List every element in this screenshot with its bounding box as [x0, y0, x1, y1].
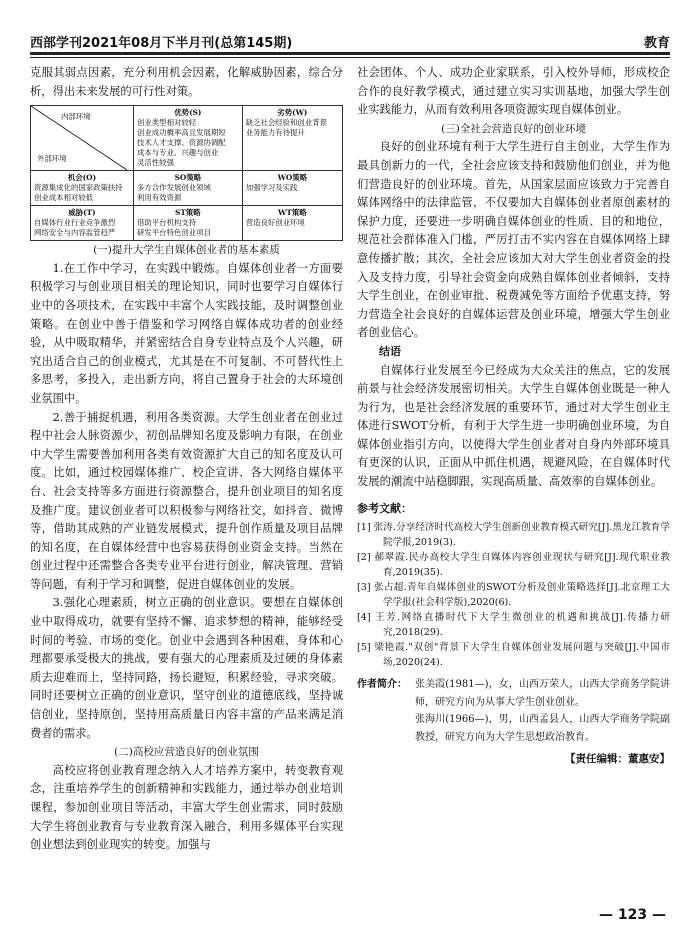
internal-env-label: 内部环境: [61, 112, 91, 122]
st-cell: [134, 206, 243, 241]
paragraph: 高校应将创业教育理念纳入人才培养方案中，转变教育观念，注重培养学生的创新精神和实践能力，通过举办创业培训课程，参加创业项目等活动，丰富大学生创业需求，同时鼓励大学生将创业教育与专业教育深入融合，利用多媒体平台实现创业想法到创业现实的转变。加强与: [30, 763, 343, 852]
page-number: — 123 —: [599, 907, 666, 923]
swot-corner-cell: [31, 106, 134, 171]
opportunity-cell: [31, 171, 134, 206]
opportunity-content: 资源集成化的国家政策扶持 创业成本相对较低: [34, 183, 123, 203]
so-header: SO策略: [174, 173, 202, 183]
paragraph: 社会团体、个人、成功企业家联系，引入校外导师，形成校企合作的良好教学模式，通过建立实习实训基地，加强大学生创业实践能力，从而有效利用各项资源实现自媒体创业。: [357, 66, 670, 117]
left-column: [30, 64, 343, 855]
references-list: [357, 520, 670, 670]
threat-header: 威胁(T): [68, 208, 96, 218]
so-content: 多方合作发展创业领域 利用有效资源: [137, 183, 211, 203]
reference-item: [5] 梁艳霞."双创"背景下大学生自媒体创业发展问题与突破[J].中国市场,2020(24).: [357, 642, 670, 669]
conclusion-heading: 结语: [379, 344, 401, 358]
author-info: [357, 676, 670, 746]
section-name: 教育: [643, 36, 670, 51]
swot-table: [30, 105, 343, 241]
wt-header: WT策略: [278, 208, 307, 218]
right-column: [357, 64, 670, 769]
st-header: ST策略: [175, 208, 201, 218]
wt-content: 营造良好创业环境: [245, 218, 305, 228]
subsection-heading: (一)提升大学生自媒体创业者的基本素质: [93, 244, 280, 257]
paragraph: 1.在工作中学习，在实践中锻炼。自媒体创业者一方面要积极学习与创业项目相关的理论知识，同时也要学习自媒体行业中的各项技术，在实践中丰富个人实践技能，及时调整创业策略。在创业中善于借鉴和学习网络自媒体成功者的创业经验，从中吸取精华，并紧密结合自身专业特点及个人兴趣，研究出适合自己的创业模式，尤其是在不可复制、不可替代性上多思考，多投入，走出新方向，将自己置身于社会的大环境创业氛围中。: [30, 261, 343, 405]
reference-item: [2] 郝翠霞.民办高校大学生自媒体内容创业现状与研究[J].现代职业教育,2019(35).: [357, 552, 670, 579]
paragraph: 良好的创业环境有利于大学生进行自主创业，大学生作为最具创新力的一代，全社会应该支持和鼓励他们创业，并为他们营造良好的创业环境。首先，从国家层面应该致力于完善自媒体网络中的法律监管，不仅要加大自媒体创业者原创素材的保护力度，还要进一步明确自媒体创业的性质、目的和地位，规范社会群体准入门槛，严厉打击不实内容在自媒体网络上肆意传播扩散；其次，全社会应该加大对大学生创业者资金的投入及支持力度，引导社会资金向成熟自媒体创业者倾斜，支持大学生创业，在创业审批、税费减免等方面给予优惠支持，努力营造全社会良好的自媒体运营及创业环境，增强大学生创业者创业信心。: [357, 140, 670, 340]
reference-item: [3] 张占超.青年自媒体创业的SWOT分析及创业策略选择[J].北京理工大学学报(社会科学版),2020(6).: [357, 582, 670, 609]
wo-header: WO策略: [277, 173, 308, 183]
author-label: 作者简介：: [357, 679, 407, 691]
st-content: 借助平台机构支持 研发平台特色创业项目: [137, 218, 211, 238]
weakness-content: 缺乏社会经验和创业背景 业务能力有待提升: [245, 118, 327, 138]
paragraph: 3.强化心理素质，树立正确的创业意识。要想在自媒体创业中取得成功，就要有坚持不懈、追求梦想的精神，能够经受时间的考验、市场的变化。创业中会遇到各种困难，身体和心理都要承受极大的挑战，要有强大的心理素质及过硬的身体素质去迎难而上，坚持同路，扬长避短，积累经验，寻求突破。同时还要树立正确的创业意识，坚守创业的道德底线，坚持诚信创业，坚持原创，坚持用高质量日内容丰富的产品来满足消费者的需求。: [30, 596, 343, 740]
reference-item: [1] 张涛.分享经济时代高校大学生创新创业教育模式研究[J].黑龙江教育学院学报,2019(3).: [357, 522, 670, 549]
strength-cell: [134, 106, 243, 171]
header-rule-thin: [30, 57, 670, 58]
author-bio: 张美霞(1981—)，女，山西万荣人，山西大学商务学院讲师，研究方向为从事大学生创业创业。: [415, 679, 670, 708]
paragraph: 克服其弱点因素，充分利用机会因素，化解威胁因素，综合分析，得出未来发展的可行性对策。: [30, 66, 343, 98]
threat-content: 自媒体行业行业竞争激烈 网络安全与内容监管趋严: [34, 218, 116, 238]
header-rule: [30, 52, 670, 55]
wo-cell: [242, 171, 342, 206]
strength-content: 创业类型相对较轻 创业成功概率高且发展期短 技术人才支撑、资源协调配 成本与专业、兴趣与创业 灵活性较强: [137, 118, 226, 168]
paragraph: 自媒体行业发展至今已经成为大众关注的焦点，它的发展前景与社会经济发展密切相关。大学生自媒体创业既是一种人为行为，也是社会经济发展的重要环节，通过对大学生创业主体进行SWOT分析，有利于大学生进一步明确创业环境，为自媒体创业指引方向，以使得大学生创业者对自身内外部环境具有更深的认识，正面从中抓住机遇，规避风险，在自媒体时代发展的潮流中站稳脚跟，实现高质量、高效率的自媒体创业。: [357, 363, 670, 489]
journal-title: 西部学刊2021年08月下半月刊(总第145期): [30, 36, 293, 51]
external-env-label: 外部环境: [37, 154, 67, 164]
running-header: [30, 28, 670, 54]
author-bio: 张海川(1966—)，男，山西孟县人，山西大学商务学院副教授，研究方向为大学生思想政治教育。: [415, 714, 670, 743]
responsible-editor: 【责任编辑：董惠安】: [565, 753, 670, 766]
wt-cell: [242, 206, 342, 241]
subsection-heading: (三)全社会营造良好的创业环境: [441, 122, 586, 135]
so-cell: [134, 171, 243, 206]
wo-content: 加强学习及实践: [245, 183, 298, 193]
paragraph: 2.善于捕捉机遇，利用各类资源。大学生创业者在创业过程中社会人脉资源少，初创品牌知名度及影响力有限，在创业中大学生需要善加利用各类有效资源扩大自己的知名度及认可度。比如，通过校园媒体推广、校企宣讲、各大网络自媒体平台、社会支持等多方面进行资源整合，提升创业项目的知名度及推广度。建议创业者可以积极参与网络社交，如抖音、微博等，借助其成熟的产业链发展模式，提升创作质量及项目品牌的知名度，在自媒体经营中也容易获得创业资金支持。当然在创业过程中还需整合各类专业平台进行创业，解决管理、营销等问题，有利于学习和调整，促进自媒体创业的发展。: [30, 410, 343, 591]
references-heading: 参考文献：: [357, 501, 412, 515]
weakness-cell: [242, 106, 342, 171]
subsection-heading: (二)高校应营造良好的创业氛围: [114, 746, 259, 759]
reference-item: [4] 王芳.网络直播时代下大学生微创业的机遇和挑战[J].传播力研究,2018(29).: [357, 612, 670, 639]
strength-header: 优势(S): [174, 108, 202, 118]
threat-cell: [31, 206, 134, 241]
opportunity-header: 机会(O): [67, 173, 97, 183]
weakness-header: 劣势(W): [277, 108, 308, 118]
